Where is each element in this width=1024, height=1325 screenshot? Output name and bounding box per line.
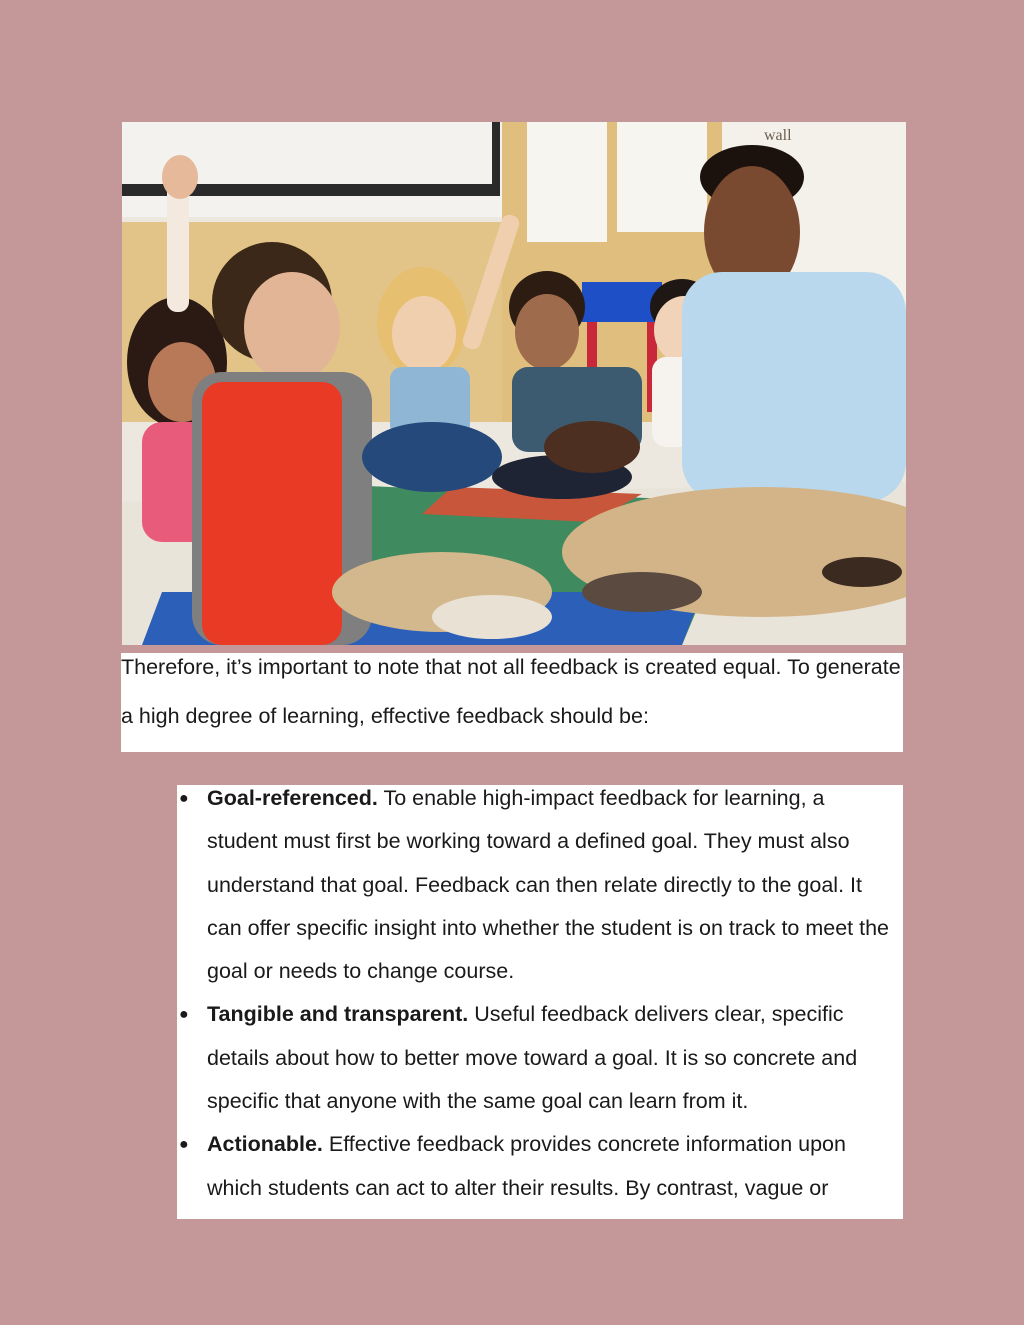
list-item (179, 1123, 899, 1210)
list-item-text: Useful feedback delivers clear, specific details about how to better move toward a goal. It is so concrete and specific that anyone with the same goal can learn from it. (207, 1002, 858, 1114)
list-item-term: Goal-referenced. (207, 786, 378, 810)
feedback-qualities-list (179, 777, 899, 1210)
intro-paragraph: Therefore, it’s important to note that not all feedback is created equal. To generate a high degree of learning, effective feedback should be: (121, 655, 901, 728)
wall-sign: wall (764, 127, 792, 144)
bullet-icon: ● (179, 1006, 189, 1024)
classroom-photo (122, 122, 906, 645)
list-item-text: To enable high-impact feedback for learning, a student must first be working toward a defined goal. They must also understand that goal. Feedback can then relate directly to the goal. It can offer specific insight into whether the student is on track to meet the goal or needs to change course. (207, 786, 890, 984)
classroom-photo-image (122, 122, 906, 645)
bullet-icon: ● (179, 1136, 189, 1154)
bullet-icon: ● (179, 790, 189, 807)
list-item-text: Effective feedback provides concrete information upon which students can act to alter their results. By contrast, vague or (207, 1132, 846, 1200)
list-item (179, 777, 899, 993)
feedback-qualities-box (177, 785, 903, 1219)
intro-paragraph-box (121, 653, 903, 752)
list-item-term: Tangible and transparent. (207, 1002, 469, 1027)
list-item-term: Actionable. (207, 1132, 323, 1157)
list-item (179, 993, 899, 1123)
